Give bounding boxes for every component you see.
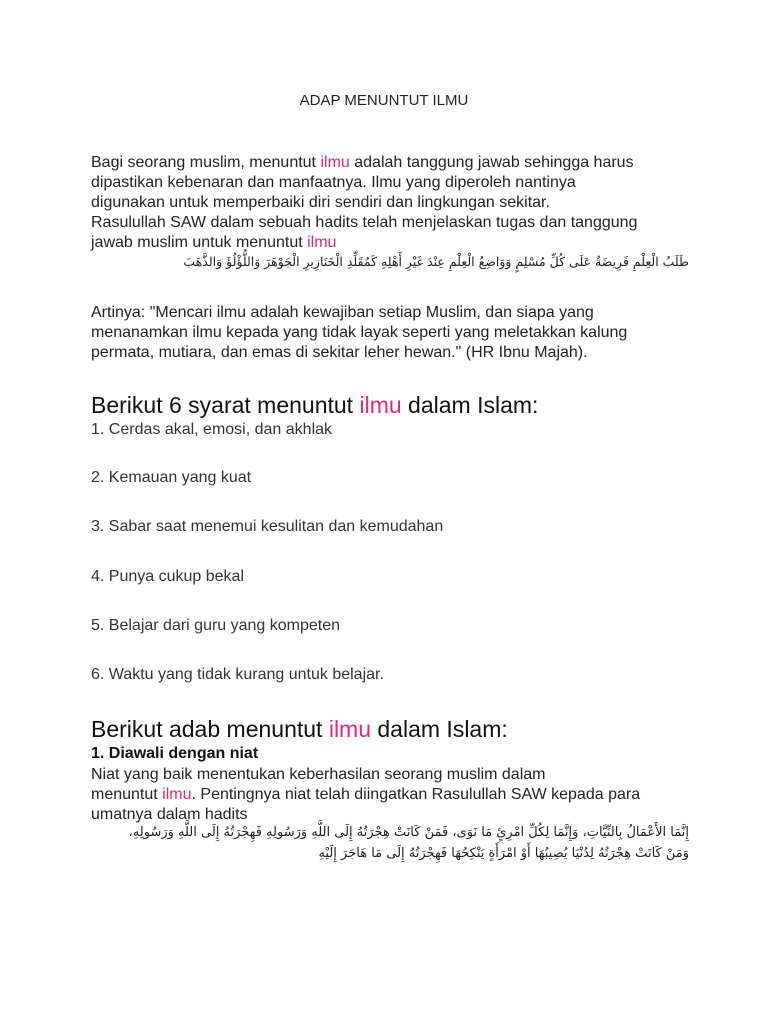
keyword-ilmu: ilmu [162,786,192,803]
syarat-item-2: 2. Kemauan yang kuat [91,469,252,486]
syarat-item-3: 3. Sabar saat menemui kesulitan dan kemudahan [91,518,444,535]
translation-line-1: Artinya: "Mencari ilmu adalah kewajiban setiap Muslim, dan siapa yang [91,304,594,321]
intro-line-1: Bagi seorang muslim, menuntut ilmu adalah tanggung jawab sehingga harus [91,154,634,171]
adab-line-3: umatnya dalam hadits [91,806,248,823]
adab-heading: Berikut adab menuntut ilmu dalam Islam: [91,716,508,742]
niat-hadith-arabic-line-1: إِنَّمَا الأَعْمَالُ بِالنِّيَّاتِ، وَإِنَّمَا لِكُلِّ امْرِئٍ مَا نَوَى، فَمَنْ كَانَتْ هِجْرَتُهُ إِلَى اللَّهِ وَرَسُولِهِ فَهِجْرَتُهُ إِلَى اللَّهِ وَرَسُولِهِ، [128,825,689,840]
syarat-item-4: 4. Punya cukup bekal [91,568,244,585]
syarat-heading: Berikut 6 syarat menuntut ilmu dalam Islam: [91,392,539,418]
keyword-ilmu: ilmu [320,154,350,171]
translation-line-3: permata, mutiara, dan emas di sekitar leher hewan." (HR Ibnu Majah). [91,344,588,361]
adab-line-2: menuntut ilmu. Pentingnya niat telah diingatkan Rasulullah SAW kepada para [91,786,641,803]
hadith-arabic-text: طَلَبُ الْعِلْمِ فَرِيضَةٌ عَلَى كُلِّ مُسْلِمٍ وَوَاضِعُ الْعِلْمِ عِنْدَ غَيْرِ أَهْلِهِ كَمُقَلِّدِ الْخَنَازِيرِ الْجَوْهَرَ وَاللُّؤْلُؤَ وَالذَّهَبَ [183,254,689,269]
translation-line-2: menanamkan ilmu kepada yang tidak layak seperti yang meletakkan kalung [91,324,628,341]
intro-line-4: Rasulullah SAW dalam sebuah hadits telah menjelaskan tugas dan tanggung [91,214,638,231]
keyword-ilmu: ilmu [359,392,402,418]
syarat-item-1: 1. Cerdas akal, emosi, dan akhlak [91,421,333,438]
syarat-item-5: 5. Belajar dari guru yang kompeten [91,617,341,634]
syarat-item-6: 6. Waktu yang tidak kurang untuk belajar. [91,666,384,683]
adab-subheading-1: 1. Diawali dengan niat [91,745,259,762]
intro-line-2: dipastikan kebenaran dan manfaatnya. Ilmu yang diperoleh nantinya [91,174,576,191]
adab-line-1: Niat yang baik menentukan keberhasilan seorang muslim dalam [91,766,546,783]
intro-line-5: jawab muslim untuk menuntut ilmu [91,234,337,251]
niat-hadith-arabic-line-2: وَمَنْ كَانَتْ هِجْرَتُهُ لِدُنْيَا يُصِيبُهَا أَوْ امْرَأَةٍ يَنْكِحُهَا فَهِجْرَتُهُ إِلَى مَا هَاجَرَ إِلَيْهِ [318,846,689,861]
keyword-ilmu: ilmu [328,716,371,742]
keyword-ilmu: ilmu [307,234,337,251]
intro-line-3: digunakan untuk memperbaiki diri sendiri dan lingkungan sekitar. [91,194,550,211]
document-title: ADAP MENUNTUT ILMU [299,92,469,109]
